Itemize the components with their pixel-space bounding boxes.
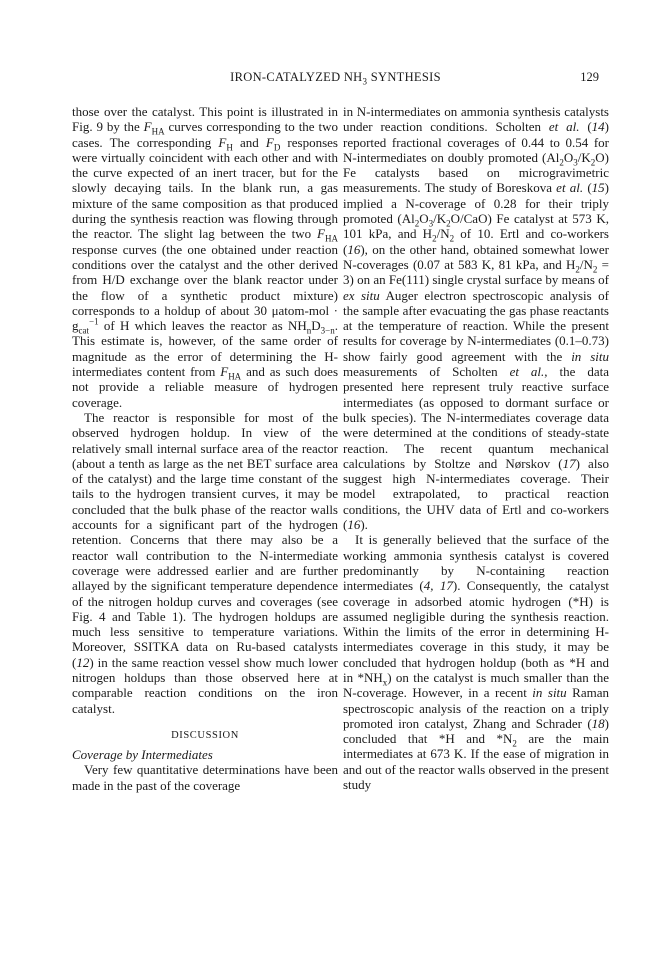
left-column <box>72 104 338 793</box>
paragraph: The reactor is responsible for most of the observed hydrogen holdup. In view of the relatively small internal surface area of the reactor (about a tenth as large as the net BET surface area of the catalyst) and the large time constant of the tails to the hydrogen transient curves, it may be concluded that the bulk phase of the reactor walls accounts for a significant part of the hydrogen retention. Concerns that there may also be a reactor wall contribution to the N-intermediate coverage were addressed earlier and are further allayed by the significant temperature dependence of the nitrogen holdup curves and coverages (see Fig. 4 and Table 1). The hydrogen holdups are much less sensitive to temperature variations. Moreover, SSITKA data on Ru-based catalysts (12) in the same reaction vessel show much lower nitrogen holdups than those observed here at comparable reaction conditions on the iron catalyst. <box>72 409 338 716</box>
running-head: IRON-CATALYZED $NH_3$ SYNTHESIS <box>230 70 441 87</box>
paragraph: in N-intermediates on ammonia synthesis catalysts under reaction conditions. Scholten et al. (14) reported fractional coverages of 0.44 to 0.54 for N-intermediates on doubly promoted $(Al_2O_3/K_2O)$ Fe catalysts based on microgravimetric measurements. The study of Boreskova et al. (15) implied a N-coverage of 0.28 for their triply promoted $(Al_2O_3/K_2O/CaO)$ Fe catalyst at 573 K, 101 kPa, and $H_2/N_2$ of 10. Ertl and co-workers (16), on the other hand, obtained somewhat lower N-coverages (0.07 at 583 K, 81 kPa, and $H_2/N_2 = 3$) on an Fe(111) single crystal surface by means of ex situ Auger electron spectroscopic analysis of the sample after evacuating the gas phase reactants at the temperature of reaction. While the present results for coverage by N-intermediates (0.1–0.73) show fairly good agreement with the in situ measurements of Scholten et al., the data presented here represent truly reactive surface intermediates (as opposed to dormant surface or bulk species). The N-intermediates coverage data were determined at the conditions of steady-state reaction. The recent quantum mechanical calculations by Stoltze and Nørskov (17) also suggest high N-intermediates coverage. Their model extrapolated, to practical reaction conditions, the UHV data of Ertl and co-workers (16). <box>343 104 610 533</box>
paragraph: Very few quantitative determinations have been made in the past of the coverage <box>72 762 338 793</box>
subsection-heading: Coverage by Intermediates <box>72 747 213 763</box>
paragraph: those over the catalyst. This point is illustrated in Fig. 9 by the $F_{HA}$ curves corresponding to the two cases. The corresponding $F_H$ and $F_D$ responses were virtually coincident with each other and with the curve expected of an inert tracer, but for the slowly decaying tails. In the blank run, a gas mixture of the same composition as that produced during the synthesis reaction was flowing through the reactor. The slight lag between the two $F_{HA}$ response curves (the one obtained under reaction conditions over the catalyst and the other derived from H/D exchange over the blank reactor under the flow of a synthetic product mixture) corresponds to a holdup of about 30 μatom-mol · $g_{cat}^{-1}$ of H which leaves the reactor as $NH_nD_{3-n}$. This estimate is, however, of the same order of magnitude as the error of determining the H-intermediates content from $F_{HA}$ and as such does not provide a reliable measure of hydrogen coverage. <box>72 104 338 410</box>
right-column <box>343 104 609 792</box>
section-heading: DISCUSSION <box>171 729 239 741</box>
page-number: 129 <box>580 70 599 84</box>
page-header <box>0 70 671 90</box>
paragraph: It is generally believed that the surface of the working ammonia synthesis catalyst is covered predominantly by N-containing reaction intermediates (4, 17). Consequently, the catalyst coverage in adsorbed atomic hydrogen (*H) is assumed negligible during the synthesis reaction. Within the limits of the error in determining H-intermediates coverage in this study, it may be concluded that hydrogen holdup (both as *H and in $*NH_x$) on the catalyst is much smaller than the N-coverage. However, in a recent in situ Raman spectroscopic analysis of the reaction on a triply promoted iron catalyst, Zhang and Schrader (18) concluded that *H and $*N_2$ are the main intermediates at 673 K. If the ease of migration in and out of the reactor walls observed in the present study <box>343 532 610 793</box>
